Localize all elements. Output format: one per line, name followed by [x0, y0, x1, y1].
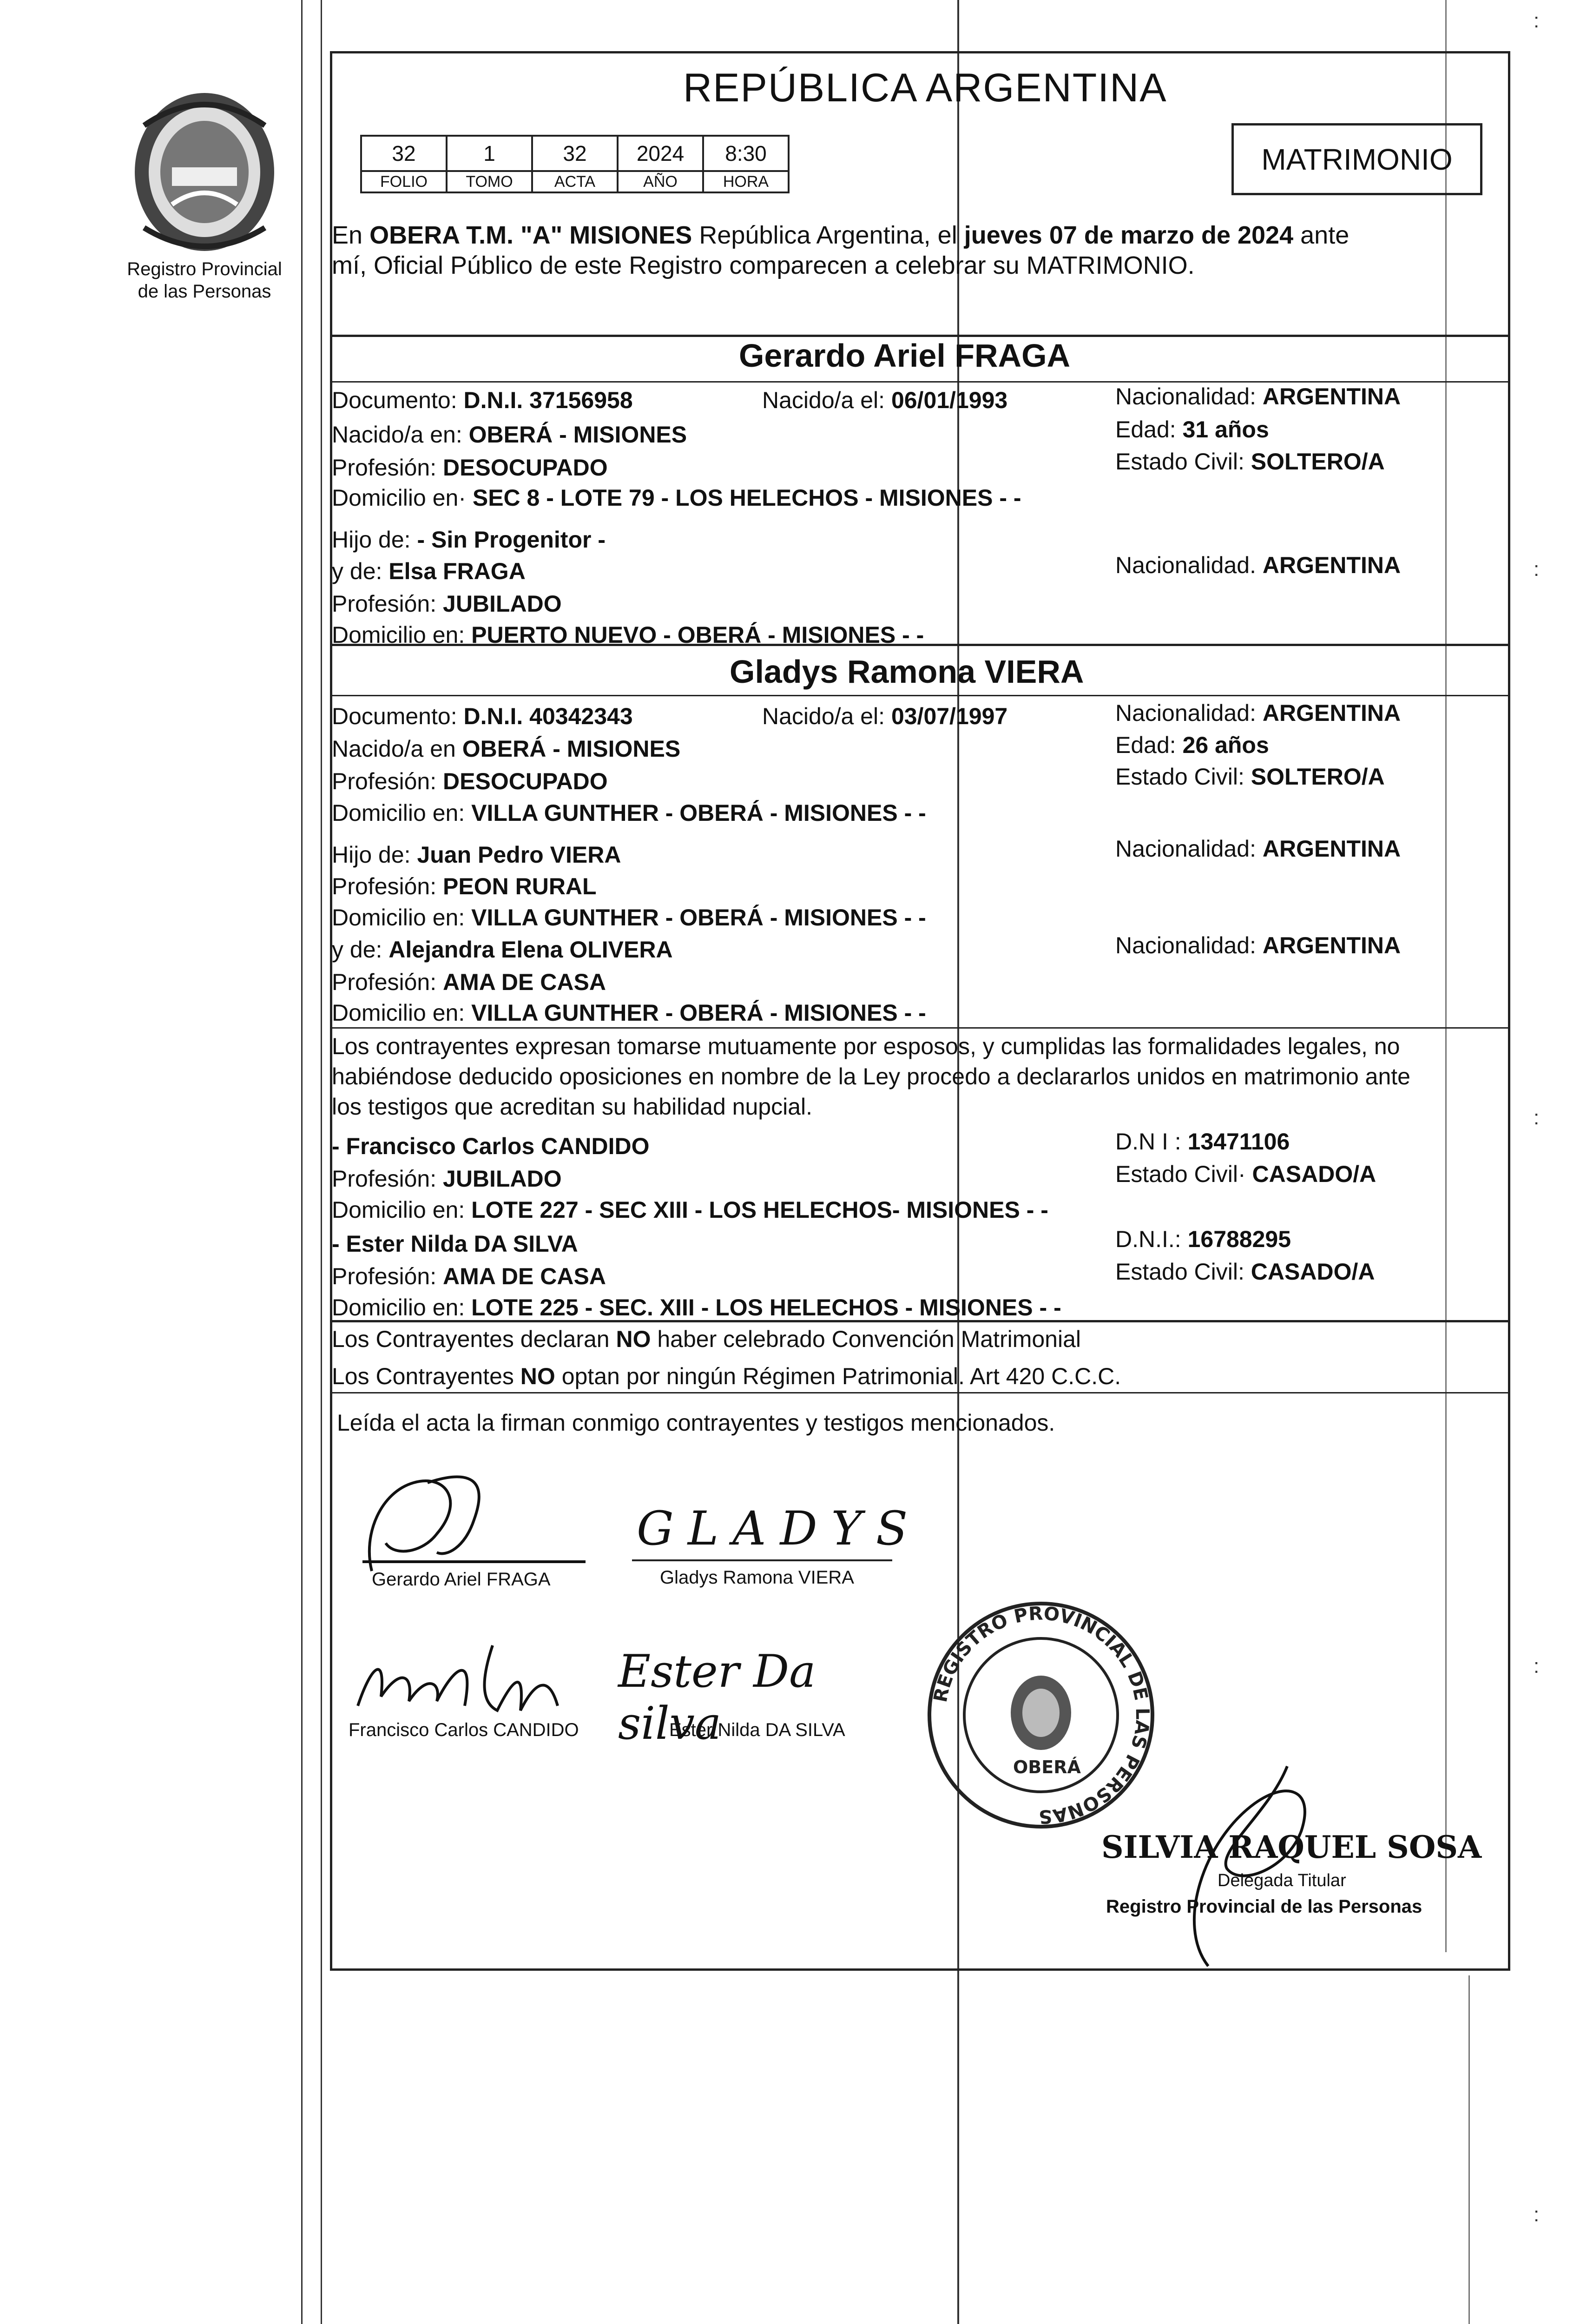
value: 26 años: [1182, 732, 1269, 758]
signature-3: [344, 1627, 623, 1748]
witness1-dom: [332, 1195, 1048, 1224]
spouse1-prof: [332, 453, 608, 482]
label: Edad:: [1115, 732, 1183, 758]
label: Profesión:: [332, 591, 443, 617]
label: Documento:: [332, 703, 464, 729]
witness2-prof: [332, 1262, 606, 1291]
label: Hijo de:: [332, 842, 417, 868]
value: CASADO/A: [1251, 1259, 1375, 1285]
stamp-city: OBERÁ: [1013, 1757, 1081, 1777]
label: Domicilio en:: [332, 905, 472, 931]
org-name: [98, 258, 311, 303]
value: D.N.I. 37156958: [463, 387, 633, 413]
witness2-dom: [332, 1293, 1061, 1322]
folio-value: 32: [361, 136, 447, 171]
official-role: Delegada Titular: [1218, 1871, 1346, 1890]
label: Nacionalidad:: [1115, 700, 1263, 726]
spouse1-age: [1115, 415, 1269, 444]
label: Estado Civil:: [1115, 764, 1251, 790]
value: VILLA GUNTHER - OBERÁ - MISIONES - -: [471, 800, 926, 826]
declaration-line-2: habiéndose deducido oposiciones en nombre de la Ley procedo a declararlos unidos en matrimonio ante: [332, 1063, 1410, 1089]
label: D.N I :: [1115, 1129, 1188, 1155]
witness2-name: - Ester Nilda DA SILVA: [332, 1231, 578, 1257]
value: 06/01/1993: [891, 387, 1008, 413]
official-org: Registro Provincial de las Personas: [1106, 1896, 1422, 1917]
label: Domicilio en:: [332, 622, 472, 648]
intro-line-2: mí, Oficial Público de este Registro comparecen a celebrar su MATRIMONIO.: [332, 251, 1195, 279]
right-rule-2: [1468, 1975, 1470, 2324]
signature-4-label: Ester Nilda DA SILVA: [669, 1720, 845, 1740]
value: 03/07/1997: [891, 703, 1008, 729]
value: CASADO/A: [1252, 1161, 1376, 1187]
label: Domicilio en:: [332, 1197, 472, 1223]
label: y de:: [332, 558, 389, 584]
label: Edad:: [1115, 416, 1183, 442]
spouse1-child-of: [332, 525, 606, 554]
signature-4-handwriting: Ester Da silva: [618, 1645, 816, 1750]
label: Nacionalidad.: [1115, 552, 1263, 578]
scan-mark: :: [1534, 2203, 1540, 2226]
convention-line-1: [332, 1325, 1081, 1353]
spouse1-mother-dom: [332, 621, 924, 649]
intro-date: jueves 07 de marzo de 2024: [964, 221, 1294, 249]
reading-statement: Leída el acta la firman conmigo contrayentes y testigos mencionados.: [337, 1410, 1055, 1436]
emphasis: NO: [616, 1326, 651, 1352]
label: Estado Civil·: [1115, 1161, 1252, 1187]
label: Domicilio en:: [332, 1000, 472, 1026]
value: AMA DE CASA: [443, 969, 606, 995]
text: Los Contrayentes declaran: [332, 1326, 616, 1352]
sep-reading: [330, 1392, 1510, 1393]
org-line-2: de las Personas: [138, 281, 271, 302]
official-stamp: [925, 1599, 1157, 1831]
intro-office: OBERA T.M. "A" MISIONES: [369, 221, 692, 249]
spouse1-nat: [1115, 382, 1401, 411]
spouse2-father-prof: [332, 872, 597, 901]
label: Estado Civil:: [1115, 1259, 1251, 1285]
scan-mark: :: [1534, 558, 1540, 581]
signature-1: [344, 1464, 604, 1604]
hora-value: 8:30: [703, 136, 789, 171]
value: PEON RURAL: [443, 873, 597, 899]
stamp-ring-text: REGISTRO PROVINCIAL DE LAS PERSONAS: [929, 1603, 1153, 1828]
spouse2-prof: [332, 767, 608, 796]
value: Alejandra Elena OLIVERA: [388, 937, 673, 963]
witness1-dni: [1115, 1127, 1290, 1156]
value: DESOCUPADO: [443, 455, 608, 481]
label: Domicilio en:: [332, 800, 472, 826]
label: D.N.I.:: [1115, 1226, 1188, 1252]
value: VILLA GUNTHER - OBERÁ - MISIONES - -: [471, 1000, 926, 1026]
witness1-prof: [332, 1164, 562, 1193]
spouse1-name: Gerardo Ariel FRAGA: [739, 337, 1071, 374]
spouse2-doc: [332, 702, 633, 731]
label: Profesión:: [332, 1263, 443, 1289]
text: haber celebrado Convención Matrimonial: [651, 1326, 1081, 1352]
signature-2-label: Gladys Ramona VIERA: [660, 1567, 854, 1588]
value: LOTE 225 - SEC. XIII - LOS HELECHOS - MISIONES - -: [471, 1294, 1061, 1320]
spouse2-mother-prof: [332, 968, 606, 997]
value: OBERÁ - MISIONES: [462, 736, 681, 762]
signature-2-rule: [632, 1559, 892, 1561]
label: Nacido/a el:: [762, 387, 891, 413]
signature-1-label: Gerardo Ariel FRAGA: [372, 1569, 551, 1590]
label: Domicilio en·: [332, 485, 473, 511]
emphasis: NO: [520, 1363, 555, 1389]
ano-label: AÑO: [618, 171, 703, 192]
acta-label: ACTA: [532, 171, 618, 192]
declaration-line-3: los testigos que acreditan su habilidad nupcial.: [332, 1094, 813, 1120]
value: ARGENTINA: [1262, 383, 1401, 409]
signature-4: [613, 1645, 929, 1752]
witness1-name: - Francisco Carlos CANDIDO: [332, 1133, 650, 1159]
spouse1-mother-prof: [332, 589, 562, 618]
value: ARGENTINA: [1262, 932, 1401, 958]
scan-mark: :: [1534, 9, 1540, 32]
margin-rule-1: [301, 0, 303, 2324]
value: VILLA GUNTHER - OBERÁ - MISIONES - -: [471, 905, 926, 931]
value: SEC 8 - LOTE 79 - LOS HELECHOS - MISIONES - -: [472, 485, 1021, 511]
convention-line-2: [332, 1362, 1121, 1391]
value: OBERÁ - MISIONES: [468, 422, 687, 448]
hora-label: HORA: [703, 171, 789, 192]
org-line-1: Registro Provincial: [127, 259, 282, 279]
text: optan por ningún Régimen Patrimonial. Art 420 C.C.C.: [555, 1363, 1121, 1389]
value: JUBILADO: [443, 591, 562, 617]
acta-value: 32: [532, 136, 618, 171]
act-type-box: [1231, 123, 1482, 195]
spouse2-mother-nat: [1115, 931, 1401, 960]
value: SOLTERO/A: [1251, 449, 1385, 475]
value: Elsa FRAGA: [388, 558, 526, 584]
intro-line-1: [332, 221, 1349, 250]
declaration-line-1: Los contrayentes expresan tomarse mutuamente por esposos, y cumplidas las formalidades legales, no: [332, 1033, 1400, 1059]
margin-rule-2: [321, 0, 322, 2324]
label: Profesión:: [332, 768, 443, 794]
value: D.N.I. 40342343: [463, 703, 633, 729]
scan-mark: :: [1534, 1106, 1540, 1129]
country-title: REPÚBLICA ARGENTINA: [683, 66, 1167, 110]
signature-2-handwriting: GLADYS: [637, 1501, 922, 1556]
intro-p2: República Argentina, el: [692, 221, 964, 249]
label: Profesión:: [332, 1166, 443, 1192]
folio-label: FOLIO: [361, 171, 447, 192]
ano-value: 2024: [618, 136, 703, 171]
value: Juan Pedro VIERA: [417, 842, 621, 868]
value: ARGENTINA: [1262, 836, 1401, 862]
spouse2-mother-dom: [332, 998, 926, 1027]
tomo-value: 1: [447, 136, 532, 171]
tomo-label: TOMO: [447, 171, 532, 192]
label: Hijo de:: [332, 527, 417, 553]
spouse2-nat: [1115, 699, 1401, 727]
scan-mark: :: [1534, 1655, 1540, 1677]
spouse1-mother-nat: [1115, 551, 1401, 580]
official-name: SILVIA RAQUEL SOSA: [1101, 1829, 1482, 1865]
spouse1-born: [762, 386, 1007, 415]
label: Profesión:: [332, 455, 443, 481]
label: y de:: [332, 937, 389, 963]
spouse2-father-dom: [332, 903, 926, 932]
value: 16788295: [1187, 1226, 1291, 1252]
value: DESOCUPADO: [443, 768, 608, 794]
spouse2-age: [1115, 731, 1269, 759]
value: - Sin Progenitor -: [417, 527, 606, 553]
sep-declaration: [330, 1027, 1510, 1029]
spouse1-doc: [332, 386, 633, 415]
label: Nacionalidad:: [1115, 383, 1263, 409]
witness2-dni: [1115, 1225, 1291, 1254]
intro-p1: En: [332, 221, 370, 249]
signature-3-label: Francisco Carlos CANDIDO: [349, 1720, 579, 1740]
spouse1-mother: [332, 557, 526, 586]
intro-p3: ante: [1293, 221, 1350, 249]
value: 31 años: [1182, 416, 1269, 442]
label: Nacionalidad:: [1115, 932, 1263, 958]
spouse2-civil: [1115, 762, 1385, 791]
spouse2-father-nat: [1115, 834, 1401, 863]
label: Nacido/a en: [332, 736, 462, 762]
label: Nacido/a en:: [332, 422, 469, 448]
label: Profesión:: [332, 873, 443, 899]
label: Profesión:: [332, 969, 443, 995]
spouse2-born: [762, 702, 1007, 731]
act-type: MATRIMONIO: [1261, 142, 1453, 176]
label: Nacido/a el:: [762, 703, 891, 729]
witness2-civil: [1115, 1257, 1375, 1286]
spouse2-mother: [332, 935, 673, 964]
value: ARGENTINA: [1262, 700, 1401, 726]
reference-table: [360, 135, 790, 193]
label: Documento:: [332, 387, 464, 413]
witness1-civil: [1115, 1160, 1376, 1188]
spouse2-born-in: [332, 734, 680, 763]
spouse1-civil: [1115, 447, 1385, 476]
provincial-seal-logo: [116, 88, 293, 256]
spouse2-dom: [332, 799, 926, 827]
spouse1-dom: [332, 483, 1021, 512]
value: JUBILADO: [443, 1166, 562, 1192]
value: SOLTERO/A: [1251, 764, 1385, 790]
value: PUERTO NUEVO - OBERÁ - MISIONES - -: [471, 622, 924, 648]
value: ARGENTINA: [1262, 552, 1401, 578]
spouse2-father: [332, 840, 621, 869]
value: 13471106: [1187, 1129, 1290, 1155]
value: AMA DE CASA: [443, 1263, 606, 1289]
label: Estado Civil:: [1115, 449, 1251, 475]
text: Los Contrayentes: [332, 1363, 520, 1389]
label: Nacionalidad:: [1115, 836, 1263, 862]
label: Domicilio en:: [332, 1294, 472, 1320]
spouse1-born-in: [332, 420, 687, 449]
spouse2-name: Gladys Ramona VIERA: [730, 654, 1084, 690]
signature-2: [632, 1501, 922, 1604]
value: LOTE 227 - SEC XIII - LOS HELECHOS- MISIONES - -: [471, 1197, 1048, 1223]
sep-spouse2-name: [330, 695, 1510, 696]
